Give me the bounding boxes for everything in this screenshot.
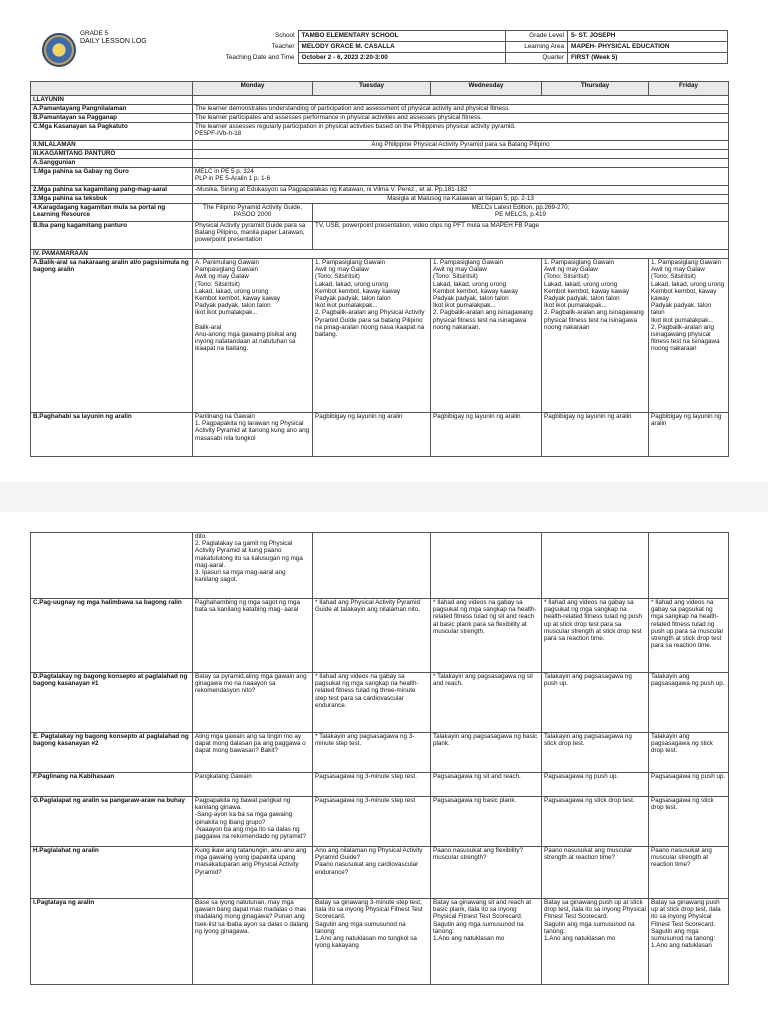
gabay-text: MELC in PE 5 p. 324 PLP in PE 5-Aralin 1 p. 1-6 — [193, 168, 729, 186]
pag-uugnay-thursday: * Ilahad ang videos na gabay sa pagsukat ng mga sangkap na health-related fitness tulad ng push up at stick drop test para sa muscular strength at stick drop test para sa reaction time. — [542, 599, 649, 673]
konsepto2-tuesday: * Talakayin ang pagsasagawa ng 3-minute step test. — [313, 733, 431, 773]
pagtataya-friday: Batay sa ginawang push up at stick drop test, itala ito sa inyong Physical Fitnest Test Scorecard. Sagutin ang mga sumusunod na tanong: 1.Ano ang natuklasan — [649, 899, 729, 985]
kabihasaan-monday: Pangkatang Gawain — [193, 773, 313, 797]
kasanayan-text: The learner assesses regularly participation in physical activities based on the Philippines physical activity pyramid. PE5PF-IVb-h-18 — [193, 123, 729, 141]
paglalahat-thursday: Paano nasusukat ang muscular strength at reaction time? — [542, 847, 649, 899]
deped-seal-icon — [42, 33, 76, 67]
quarter-value: FIRST (Week 5) — [568, 53, 728, 64]
kagamitan-label: III.KAGAMITANG PANTURO — [31, 150, 193, 159]
lesson-table-page-1 — [30, 81, 729, 457]
teacher-value: MELODY GRACE M. CASALLA — [298, 42, 505, 53]
paghahabi-monday: Panlinang na Gawain 1. Pagpapakita ng larawan ng Physical Activity Pyramid at itanong kung ano ang masasabi nila tungkol — [193, 413, 313, 457]
pagtataya-tuesday: Batay sa ginawang 3-minute step test, itala ito sa inyong Physical Fitnest Test Scorecard. Sagutin ang mga sumusunod na tanong: 1.Ano ang natuklasan mo tungkol sa iyong kakayang — [313, 899, 431, 985]
paghahabi-friday: Pagbibigay ng layunin ng aralin — [649, 413, 729, 457]
iba-monday: Physical Activity pyramid Guide para sa Batang Pilipino, manila paper Larawan, powerpoint presentation — [193, 222, 313, 250]
date-label: Teaching Date and Time — [225, 53, 295, 61]
grade-level-value: 5- ST. JOSEPH — [568, 31, 728, 42]
karagdagang-monday: The Filipino Pyramid Activity Guide, PASOO 2000 — [193, 204, 313, 222]
page-gap — [0, 482, 768, 512]
learning-area-label: Learning Area — [506, 42, 568, 53]
konsepto1-monday: Batay sa pyramid,aling mga gawain ang ginagawa mo na naaayon sa rekomendasyon nito? — [193, 673, 313, 733]
paglalahat-friday: Paano nasusukat ang muscular strength at reaction time? — [649, 847, 729, 899]
gabay-label: 1.Mga pahina sa Gabay ng Guro — [31, 168, 193, 186]
kabihasaan-thursday: Pagsasagawa ng push up. — [542, 773, 649, 797]
paglalapat-label: G.Paglalapat ng aralin sa pangaraw-araw na buhay — [31, 797, 193, 847]
date-value: October 2 - 6, 2023 2:20-3:00 — [298, 53, 505, 64]
balik-aral-tuesday: 1. Pampasiglang Gawain Awit ng may Galaw (Tono: Sitsiritsit) Lakad, lakad, urong urong Kembot kembot, kaway kaway Padyak padyak, talon talon Ikot ikot pumalakpak... 2. Pagbalik-aralan ang Physical Activity Pyramid Guide para sa batang Pilipino na pinag-aralan noong nasa ikaapat na baitang. — [313, 259, 431, 413]
grade-level-label: Grade Level — [506, 31, 568, 42]
paghahabi-wednesday: Pagbibigay ng layunin ng aralin — [431, 413, 542, 457]
balik-aral-wednesday: 1. Pampasiglang Gawain Awit ng may Galaw (Tono: Sitsiritsit) Lakad, lakad, urong urong Kembot kembot, kaway kaway Padyak padyak, talon talon Ikot ikot pumalakpak... 2. Pagbalik-aralan ang isinagawang physical fitness test na isinagawa noong nakaraan. — [431, 259, 542, 413]
pagtataya-thursday: Batay sa ginawang push up at stick drop test, itala ito sa inyong Physical Fitnest Test Scorecard. Sagutin ang mga sumusunod na tanong: 1.Ano ang natuklasan mo — [542, 899, 649, 985]
pag-uugnay-label: C.Pag-uugnay ng mga halimbawa sa bagong ralin — [31, 599, 193, 673]
kabihasaan-tuesday: Pagsasagawa ng 3-minute step test. — [313, 773, 431, 797]
page-2 — [0, 512, 768, 1024]
pamamaraan-label: IV. PAMAMARAAN — [31, 250, 193, 259]
konsepto1-friday: Talakayin ang pagsasagawa ng push up. — [649, 673, 729, 733]
corner-cell — [31, 82, 193, 96]
paghahabi-thursday: Pagbibigay ng layunin ng aralin — [542, 413, 649, 457]
header-table-right — [505, 30, 728, 64]
paghahabi-monday-continued: dito. 2. Paglalakay sa gamit ng Physical Activity Pyramid at kung paano makatutulong ito sa kalusugan ng mga mag-aaral. 3. Ipasuri sa mga mag-aaral ang kanilang sagot. — [193, 533, 313, 599]
paglalahat-monday: Kung ikaw ang tatanungin, anu-ano ang mga gawaing iyong ipapakita upang maisakatuparan ang Physical Activity Pyramid? — [193, 847, 313, 899]
log-title: DAILY LESSON LOG — [80, 38, 147, 45]
learning-area-value: MAPEH- PHYSICAL EDUCATION — [568, 42, 728, 53]
paghahabi-tuesday: Pagbibigay ng layunin ng aralin — [313, 413, 431, 457]
konsepto1-thursday: Talakayin ang pagsasagawa ng push up. — [542, 673, 649, 733]
nilalaman-label: II.NILALAMAN — [31, 141, 193, 150]
konsepto2-monday: Aling mga gawain ang sa tingin mo ay dapat mong dalasan pa ang paggawa o dapat mong bawasan? Bakit? — [193, 733, 313, 773]
konsepto1-wednesday: * Talakayin ang pagsasagawa ng sit and reach. — [431, 673, 542, 733]
pag-uugnay-monday: Paghahambing ng mga sagot ng mga bata sa kanilang katabing mag- aaral — [193, 599, 313, 673]
iba-rest: TV, USB, powerpoint presentation, video clips ng PFT mula sa MAPEH FB Page — [313, 222, 729, 250]
paglalahat-tuesday: Ano ang nilalaman ng Physical Activity Pyramid Guide? Paano nasusukat ang cardiovascular endurance? — [313, 847, 431, 899]
page-1 — [0, 0, 768, 482]
kasanayan-label: C.Mga Kasanayan sa Pagkatuto — [31, 123, 193, 141]
pamantayang-label: A.Pamantayang Pangnilalaman — [31, 105, 193, 114]
paglalapat-monday: Pagpapakita ng bawat pangkat ng kanilang ginawa. -Sang-ayon ka ba sa mga gawaing ipinakita ng ibang grupo? -Naaayon ba ang mga ito sa dalas ng paggawa na rekomendado ng pyramid? — [193, 797, 313, 847]
balik-aral-label: A.Balik-aral sa nakaraang aralin at/o pagsisimula ng bagong aralin — [31, 259, 193, 413]
kagamitan-mag-aaral-text: -Musika, Sining at Edukasyon sa Pagpapalakas ng Katawan, ni Vilma V. Perez., et al. Pp.181-182 — [193, 186, 729, 195]
day-wednesday: Wednesday — [431, 82, 542, 96]
kabihasaan-label: F.Paglinang na Kabihasaan — [31, 773, 193, 797]
karagdagang-label: 4.Karagdagang kagamitan mula sa portal ng Learning Resource — [31, 204, 193, 222]
pagtataya-monday: Base sa iyong natutunan, may mga gawain bang dapat mas madalas o mas madalang mong ginagawa? Punan ang tsek-list sa ibaba ayon sa dalas o dalang ng iyong ginagawa. — [193, 899, 313, 985]
teacher-label: Teacher — [271, 42, 295, 50]
konsepto1-label: D.Pagtalakay ng bagong konsepto at paglalahad ng bagong kasanayan #1 — [31, 673, 193, 733]
karagdagang-rest: MELCs Latest Edition, pp.269-270; PE MELCS, p.419 — [313, 204, 729, 222]
pagtataya-label: I.Pagtataya ng aralin — [31, 899, 193, 985]
sanggunian-label: A.Sanggunian — [31, 159, 193, 168]
day-thursday: Thursday — [542, 82, 649, 96]
konsepto2-label: E. Pagtalakay ng bagong konsepto at paglalahad ng bagong kasanayan #2 — [31, 733, 193, 773]
paglalapat-wednesday: Pagsasagawa ng basic plank. — [431, 797, 542, 847]
paghahabi-label: B.Paghahabi sa layunin ng aralin — [31, 413, 193, 457]
konsepto2-wednesday: Talakayin ang pagsasagawa ng basic plank. — [431, 733, 542, 773]
paglalapat-tuesday: Pagsasagawa ng 3-minute step test — [313, 797, 431, 847]
konsepto1-tuesday: * Ilahad ang videos na gabay sa pagsukat ng mga sangkap na health-related fitness tulad ng three-minute step test para sa cardiovascular endurance. — [313, 673, 431, 733]
grade-text: GRADE 5 — [80, 30, 109, 37]
school-value: TAMBO ELEMENTARY SCHOOL — [298, 31, 505, 42]
pagtataya-wednesday: Batay sa ginawang sit and reach at basic plank, itala ito sa inyong Physical Fitnest Test Scorecard. Sagutin ang mga sumusunod na tanong: 1.Ano ang natuklasan mo — [431, 899, 542, 985]
teksbuk-label: 3.Mga pahina sa teksbuk — [31, 195, 193, 204]
paglalahat-label: H.Paglalahat ng aralin — [31, 847, 193, 899]
paglalapat-friday: Pagsasagawa ng stick drop test. — [649, 797, 729, 847]
header-grade-block — [80, 30, 147, 46]
pamantayang-text: The learner demonstrates understanding of participation and assessment of physical activity and physical fitness. — [193, 105, 729, 114]
pag-uugnay-wednesday: * Ilahad ang videos na gabay sa pagsukat ng mga sangkap na health-related fitness tulad ng sit and reach at basic plank para sa flexibility at muscular strength. — [431, 599, 542, 673]
day-friday: Friday — [649, 82, 729, 96]
day-monday: Monday — [193, 82, 313, 96]
layunin-label: I.LAYUNIN — [31, 96, 193, 105]
kabihasaan-friday: Pagsasagawa ng push up. — [649, 773, 729, 797]
pagganap-text: The learner participates and assesses performance in physical activities and assesses physical fitness. — [193, 114, 729, 123]
quarter-label: Quarter — [506, 53, 568, 64]
pag-uugnay-tuesday: * Ilahad ang Physical Activity Pyramid Guide at talakayin ang nilalaman nito. — [313, 599, 431, 673]
lesson-table-page-2 — [30, 532, 729, 985]
school-label: School — [274, 31, 295, 39]
balik-aral-friday: 1. Pampasiglang Gawain Awit ng may Galaw (Tono: Sitsiritsit) Lakad, lakad, urong urong Kembot kembot, kaway kaway Padyak padyak, talon talon Ikot ikot pumalakpak... 2. Pagbalik-aralan ang isinagawang physical fitness test na isinagawa noong nakaraan — [649, 259, 729, 413]
header-table-left — [186, 30, 506, 64]
paglalapat-thursday: Pagsasagawa ng stick drop test. — [542, 797, 649, 847]
konsepto2-friday: Talakayin ang pagsasagawa ng stick drop test. — [649, 733, 729, 773]
day-tuesday: Tuesday — [313, 82, 431, 96]
kagamitan-mag-aaral-label: 2.Mga pahina sa kagamitang pang-mag-aaral — [31, 186, 193, 195]
teksbuk-text: Masigla at Malusog na Katawan at Isipan 5, pp. 2-13 — [193, 195, 729, 204]
kabihasaan-wednesday: Pagsasagawa ng sit and reach. — [431, 773, 542, 797]
konsepto2-thursday: Talakayin ang pagsasagawa ng stick drop test. — [542, 733, 649, 773]
balik-aral-monday: A. Panimulang Gawain Pampasiglang Gawain Awit ng may Galaw (Tono: Sitsiritsit) Lakad, lakad, urong urong Kembot kembot, kaway kaway Padyak padyak, talon talon Ikot ikot pumalakpak... Balik-aral Anu-anong mga gawaing pisikal ang inyong natatandaan at natutuhan sa ikaapat na baitang. — [193, 259, 313, 413]
nilalaman-text: Ang Philippine Physical Activity Pyramid para sa Batang Pilipino — [193, 141, 729, 150]
pag-uugnay-friday: * Ilahad ang videos na gabay sa pagsukat ng mga sangkap na health-related fitness tulad ng push up para sa muscular strength at stick drop test para sa reaction time. — [649, 599, 729, 673]
iba-label: B.Iba pang kagamitang panturo — [31, 222, 193, 250]
balik-aral-thursday: 1. Pampasiglang Gawain Awit ng may Galaw (Tono: Sitsiritsit) Lakad, lakad, urong urong Kembot kembot, kaway kaway Padyak padyak, talon talon Ikot ikot pumalakpak... 2. Pagbalik-aralan ang isinagawang physical fitness test na isinagawa noong nakaraan — [542, 259, 649, 413]
pagganap-label: B.Pamantayan sa Pagganap — [31, 114, 193, 123]
paglalahat-wednesday: Paano nasusukat ang flexibility? muscular strength? — [431, 847, 542, 899]
